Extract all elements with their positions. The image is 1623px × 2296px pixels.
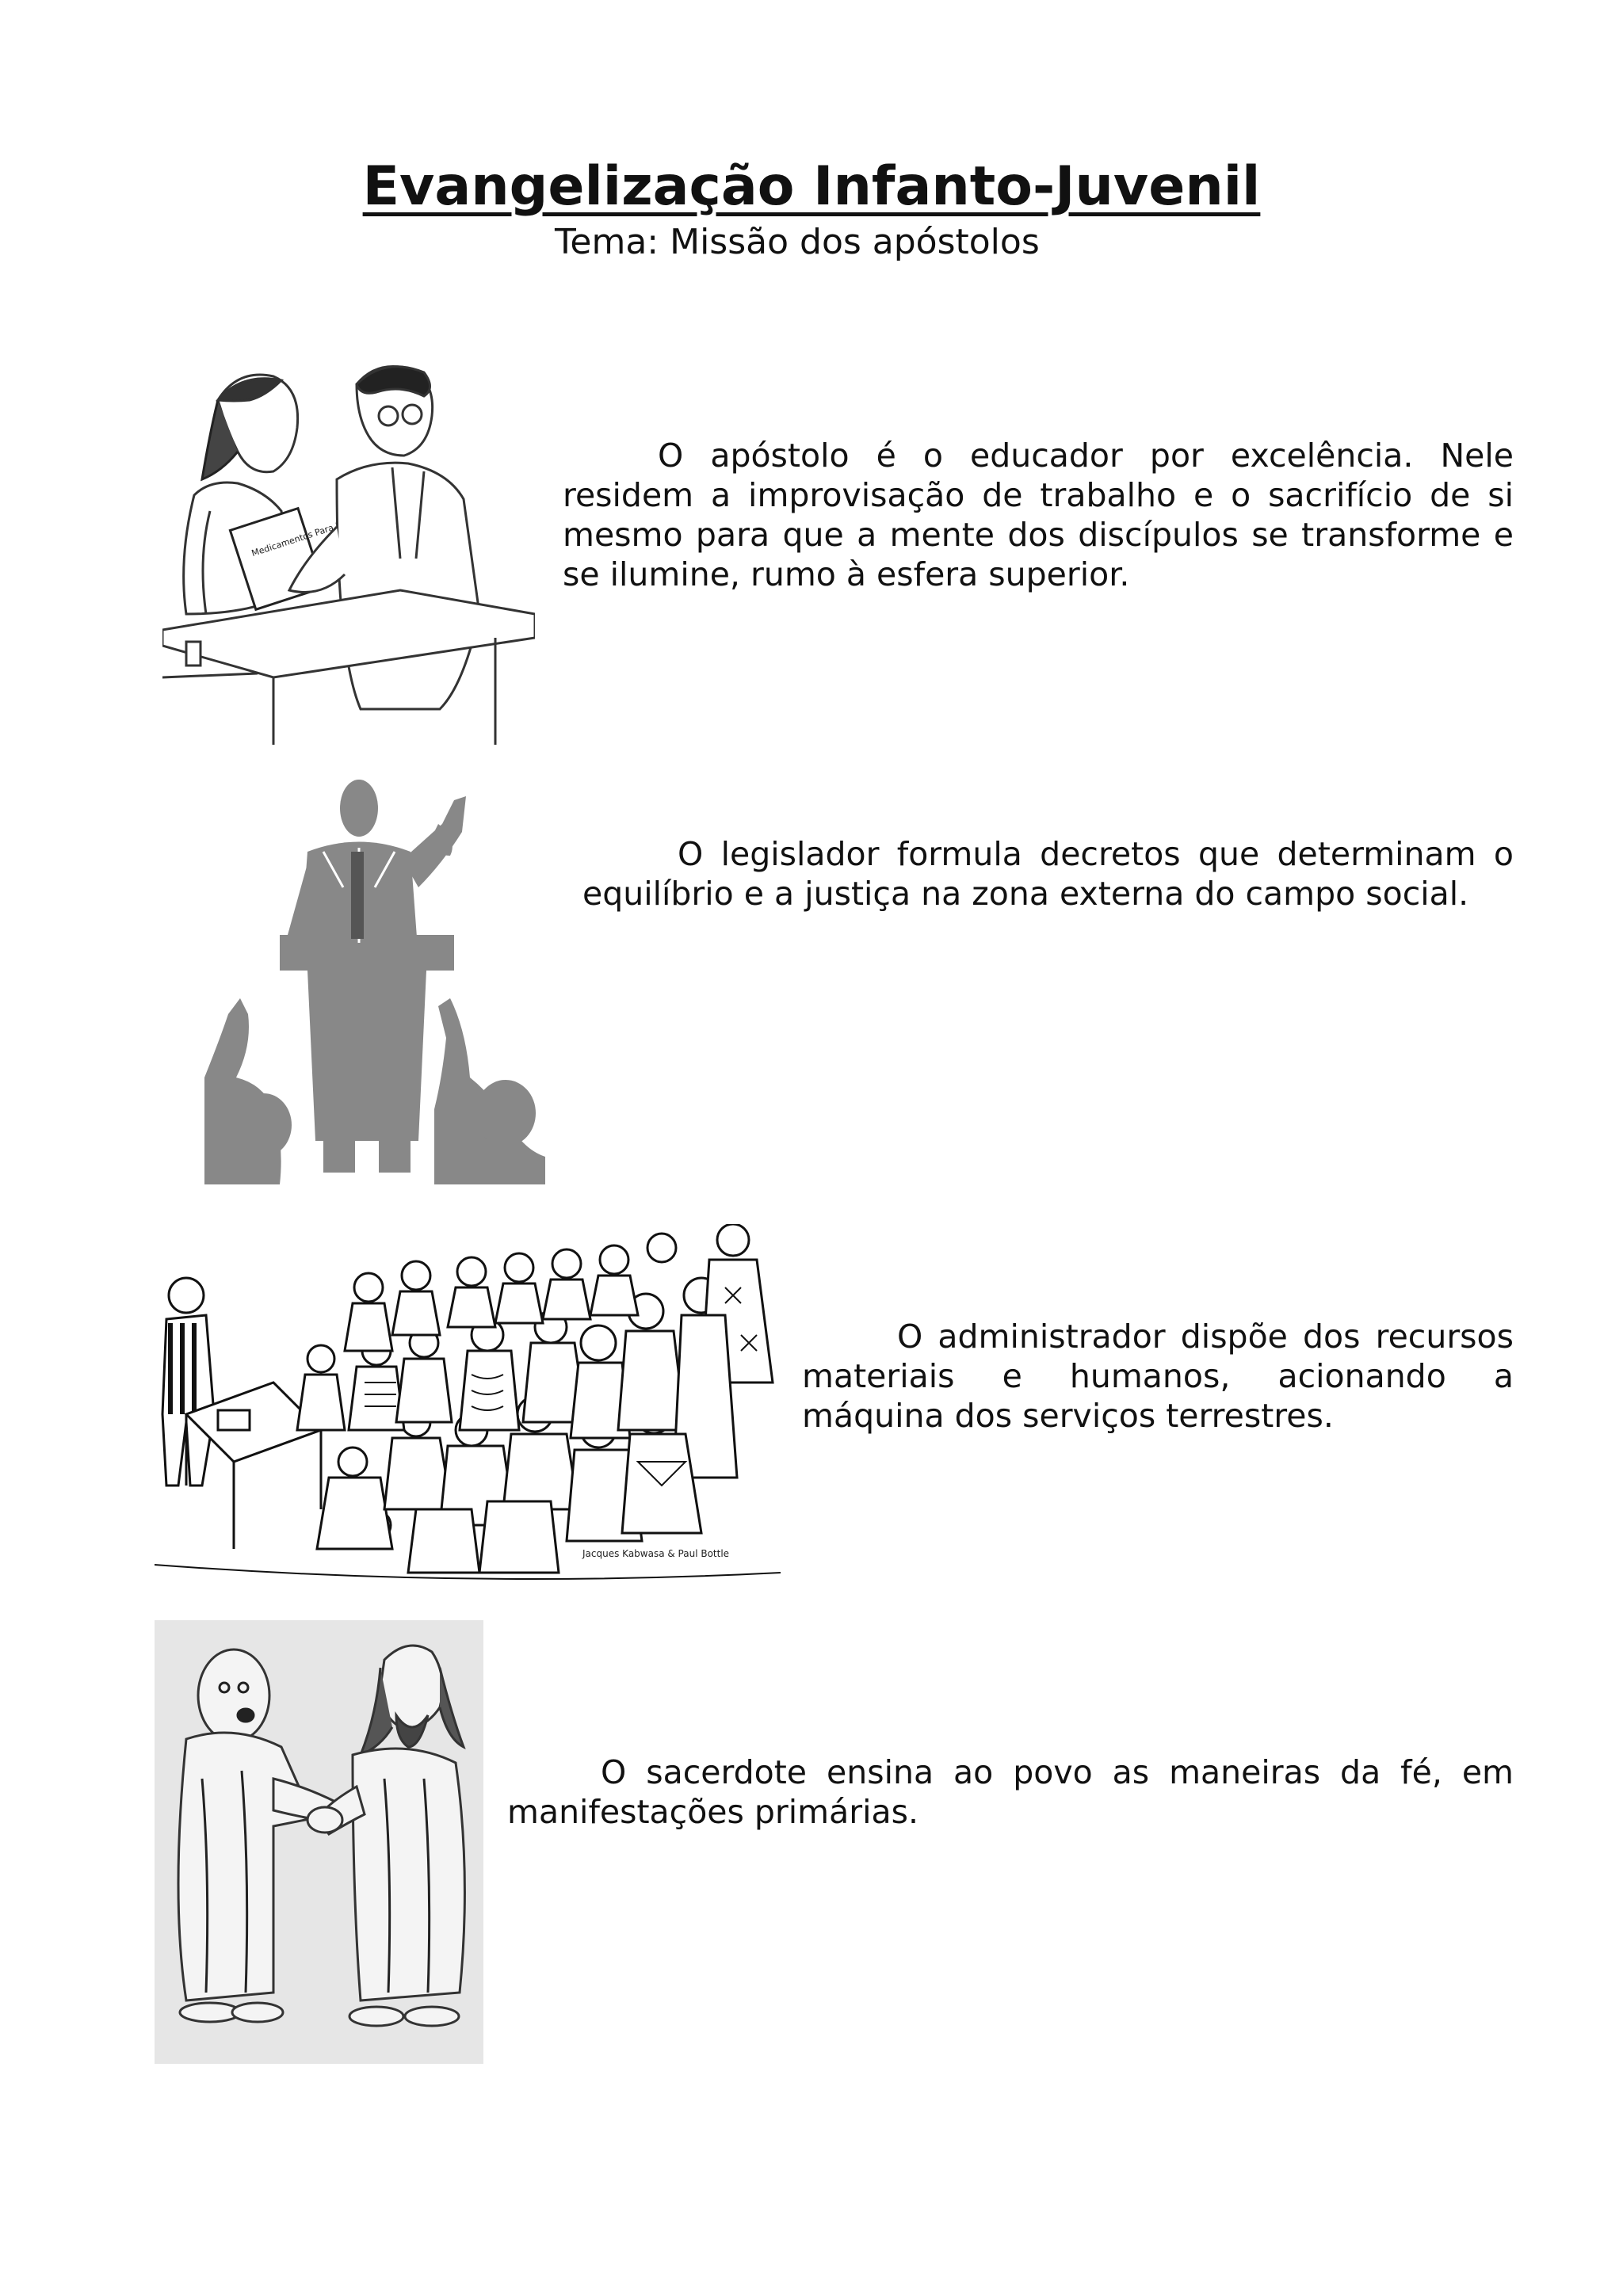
apostle-text: O apóstolo é o educador por excelência. Nele residem a improvisação de trabalho e o sacrifício de si mesmo para que a mente dos discípulos se transforme e se ilumine, rumo à esfera superior. bbox=[563, 437, 1514, 593]
page-subtitle: Tema: Missão dos apóstolos bbox=[555, 222, 1040, 262]
administrator-text: O administrador dispõe dos recursos materiais e humanos, acionando a máquina dos serviços terrestres. bbox=[802, 1318, 1514, 1435]
doctor-and-patient-illustration bbox=[162, 353, 535, 745]
legislator-text: O legislador formula decretos que determinam o equilíbrio e a justiça na zona externa do campo social. bbox=[582, 835, 1514, 913]
jesus-and-man-illustration bbox=[155, 1620, 483, 2064]
page-title: Evangelização Infanto-Juvenil bbox=[362, 155, 1261, 218]
crowd-meeting-illustration bbox=[155, 1224, 781, 1596]
legislator-speaker-silhouette bbox=[204, 776, 545, 1184]
book-label: Medicamentos Para bbox=[250, 522, 335, 559]
administrator-paragraph bbox=[802, 1317, 1514, 1436]
priest-text: O sacerdote ensina ao povo as maneiras da fé, em manifestações primárias. bbox=[507, 1753, 1514, 1831]
apostle-paragraph bbox=[563, 436, 1514, 594]
priest-paragraph bbox=[507, 1753, 1514, 1832]
artist-signature: Jacques Kabwasa & Paul Bottle bbox=[582, 1548, 730, 1559]
legislator-paragraph bbox=[582, 834, 1514, 913]
